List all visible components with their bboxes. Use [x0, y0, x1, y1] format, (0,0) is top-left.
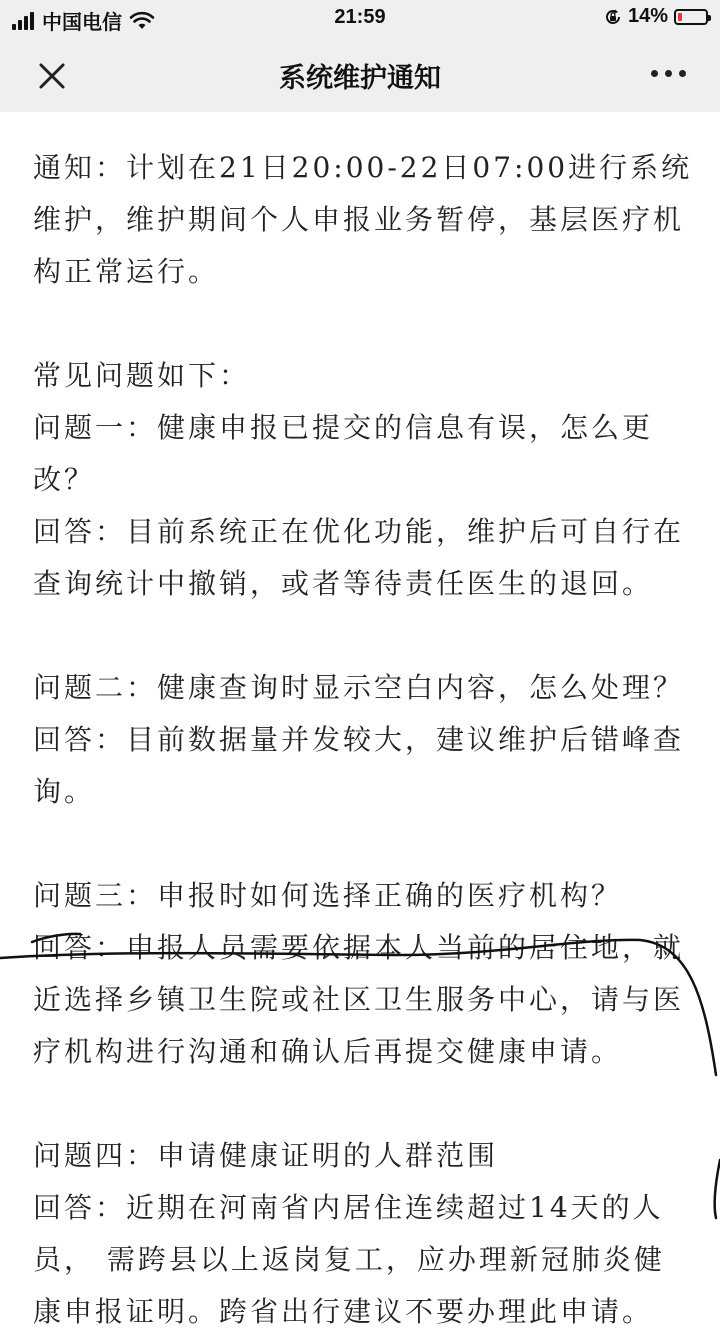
status-time: 21:59 — [334, 6, 386, 28]
page-title: 系统维护通知 — [279, 63, 441, 94]
battery-percent: 14% — [627, 5, 668, 27]
faq-question-3: 问题三：申报时如何选择正确的医疗机构？ — [33, 879, 623, 912]
status-bar — [0, 0, 720, 36]
faq-answer-2: 回答：目前数据量并发较大，建议维护后错峰查询。 — [33, 723, 685, 808]
notice-text: 通知：计划在21日20:00-22日07:00进行系统维护，维护期间个人申报业务暂停，基层医疗机构正常运行。 — [33, 151, 693, 288]
orientation-lock-icon — [604, 8, 622, 26]
carrier-name: 中国电信 — [42, 12, 122, 34]
more-icon-dot — [679, 70, 686, 77]
battery-fill — [678, 13, 682, 21]
faq-answer-4: 回答：近期在河南省内居住连续超过14天的人员， 需跨县以上返岗复工，应办理新冠肺炎健康申报证明。跨省出行建议不要办理此申请。 — [33, 1191, 665, 1328]
status-right — [604, 5, 708, 28]
faq-answer-3: 回答：申报人员需要依据本人当前的居住地，就近选择乡镇卫生院或社区卫生服务中心，请与医疗机构进行沟通和确认后再提交健康申请。 — [33, 931, 685, 1068]
faq-question-1: 问题一：健康申报已提交的信息有误，怎么更改？ — [33, 411, 654, 496]
more-button[interactable] — [651, 70, 686, 77]
more-icon-dot — [665, 70, 672, 77]
more-icon-dot — [651, 70, 658, 77]
battery-icon — [674, 9, 708, 25]
faq-answer-1: 回答：目前系统正在优化功能，维护后可自行在查询统计中撤销，或者等待责任医生的退回。 — [33, 515, 685, 600]
faq-intro: 常见问题如下： — [33, 359, 251, 392]
faq-question-2: 问题二：健康查询时显示空白内容，怎么处理？ — [33, 671, 685, 704]
nav-bar — [0, 36, 720, 112]
notice-content — [33, 142, 695, 1338]
faq-question-4: 问题四：申请健康证明的人群范围 — [33, 1139, 499, 1172]
